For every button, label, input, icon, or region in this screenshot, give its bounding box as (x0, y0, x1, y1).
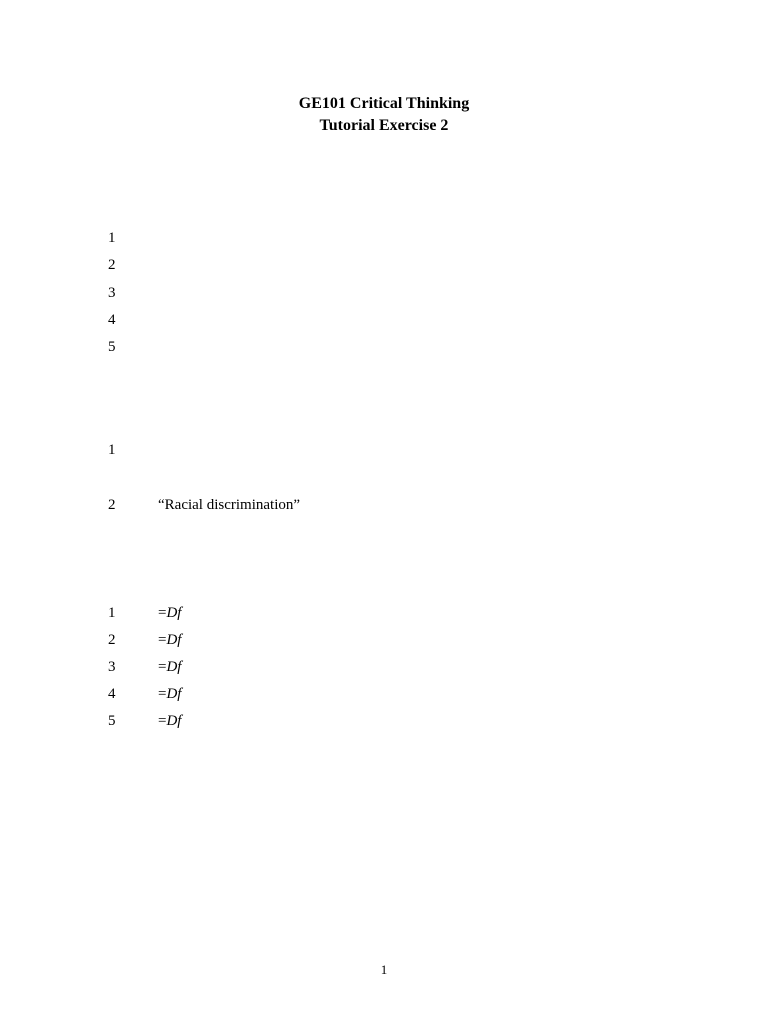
definition-text (158, 603, 181, 623)
df-label: Df (166, 659, 182, 675)
list-item (0, 283, 768, 303)
df-label: Df (166, 605, 182, 621)
list-item (0, 711, 768, 731)
document-subtitle: Tutorial Exercise 2 (319, 117, 449, 134)
definition-text (158, 630, 181, 650)
item-number: 5 (108, 713, 116, 729)
item-number: 1 (108, 230, 116, 246)
list-item (0, 440, 768, 460)
df-label: Df (166, 632, 182, 648)
equals-sign: = (158, 713, 167, 729)
list-item (0, 228, 768, 248)
item-number: 2 (108, 497, 116, 513)
item-number: 2 (108, 632, 116, 648)
equals-sign: = (158, 632, 167, 648)
item-number: 1 (108, 605, 116, 621)
definition-text (158, 711, 181, 731)
equals-sign: = (158, 605, 167, 621)
list-item (0, 495, 768, 515)
section-3-heading-row (0, 549, 768, 569)
item-number: 3 (108, 285, 116, 301)
equals-sign: = (158, 686, 167, 702)
item-number: 1 (108, 442, 116, 458)
definition-text (158, 684, 181, 704)
df-label: Df (166, 686, 182, 702)
list-item (0, 684, 768, 704)
equals-sign: = (158, 659, 167, 675)
list-item (0, 337, 768, 357)
section-4-note-row (0, 819, 768, 839)
section-4-heading-row (0, 765, 768, 785)
item-number: 2 (108, 257, 116, 273)
df-label: Df (166, 713, 182, 729)
list-item (0, 630, 768, 650)
list-item (0, 603, 768, 623)
section-1-heading-row (0, 174, 768, 194)
page-number: 1 (380, 962, 388, 977)
item-text: “Racial discrimination” (158, 497, 301, 513)
document-title: GE101 Critical Thinking (298, 95, 470, 112)
list-item (0, 255, 768, 275)
item-number: 3 (108, 659, 116, 675)
item-number: 4 (108, 312, 116, 328)
section-2-heading-row (0, 386, 768, 406)
definition-text (158, 657, 181, 677)
item-number: 4 (108, 686, 116, 702)
item-number: 5 (108, 339, 116, 355)
list-item (0, 310, 768, 330)
list-item (0, 657, 768, 677)
